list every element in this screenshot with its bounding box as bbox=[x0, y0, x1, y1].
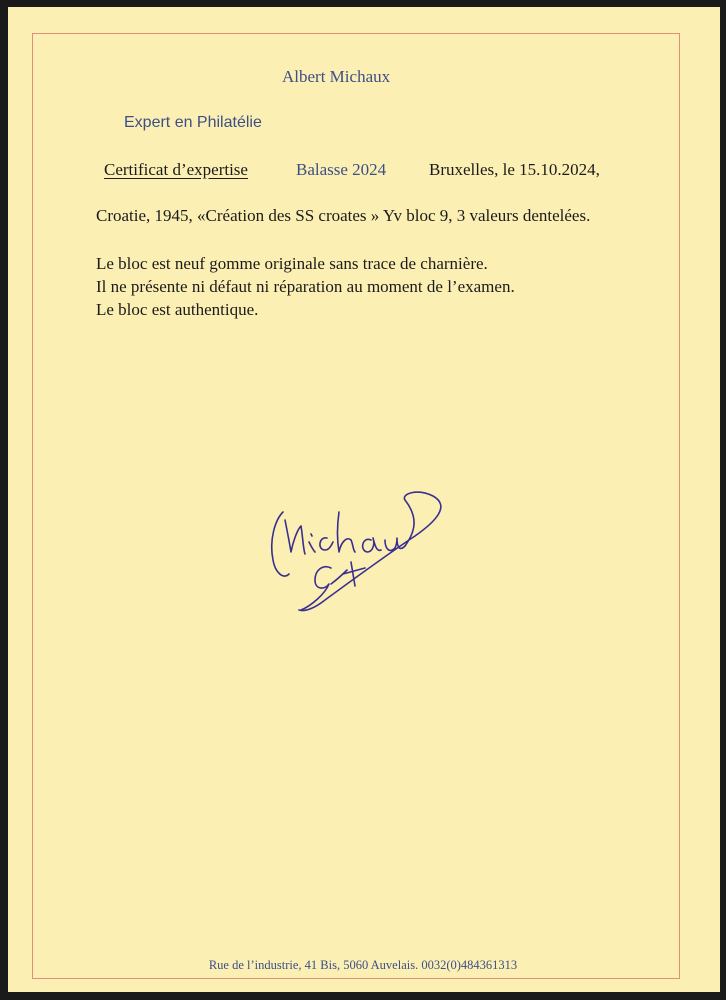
certificate-reference: Balasse 2024 bbox=[296, 160, 387, 179]
handwritten-signature bbox=[255, 460, 455, 620]
expert-title: Expert en Philatélie bbox=[124, 114, 262, 131]
item-description: Croatie, 1945, «Création des SS croates » Yv bloc 9, 3 valeurs dentelées. bbox=[96, 206, 591, 225]
statement-line: Il ne présente ni défaut ni réparation au moment de l’examen. bbox=[96, 277, 515, 296]
footer-address: Rue de l’industrie, 41 Bis, 5060 Auvelais. 0032(0)484361313 bbox=[208, 958, 518, 972]
statements bbox=[96, 252, 515, 321]
certificate-heading: Certificat d’expertise bbox=[104, 160, 248, 179]
statement-line: Le bloc est neuf gomme originale sans trace de charnière. bbox=[96, 254, 488, 273]
place-date: Bruxelles, le 15.10.2024, bbox=[429, 160, 600, 179]
statement-line: Le bloc est authentique. bbox=[96, 300, 259, 319]
expert-name: Albert Michaux bbox=[282, 67, 391, 86]
